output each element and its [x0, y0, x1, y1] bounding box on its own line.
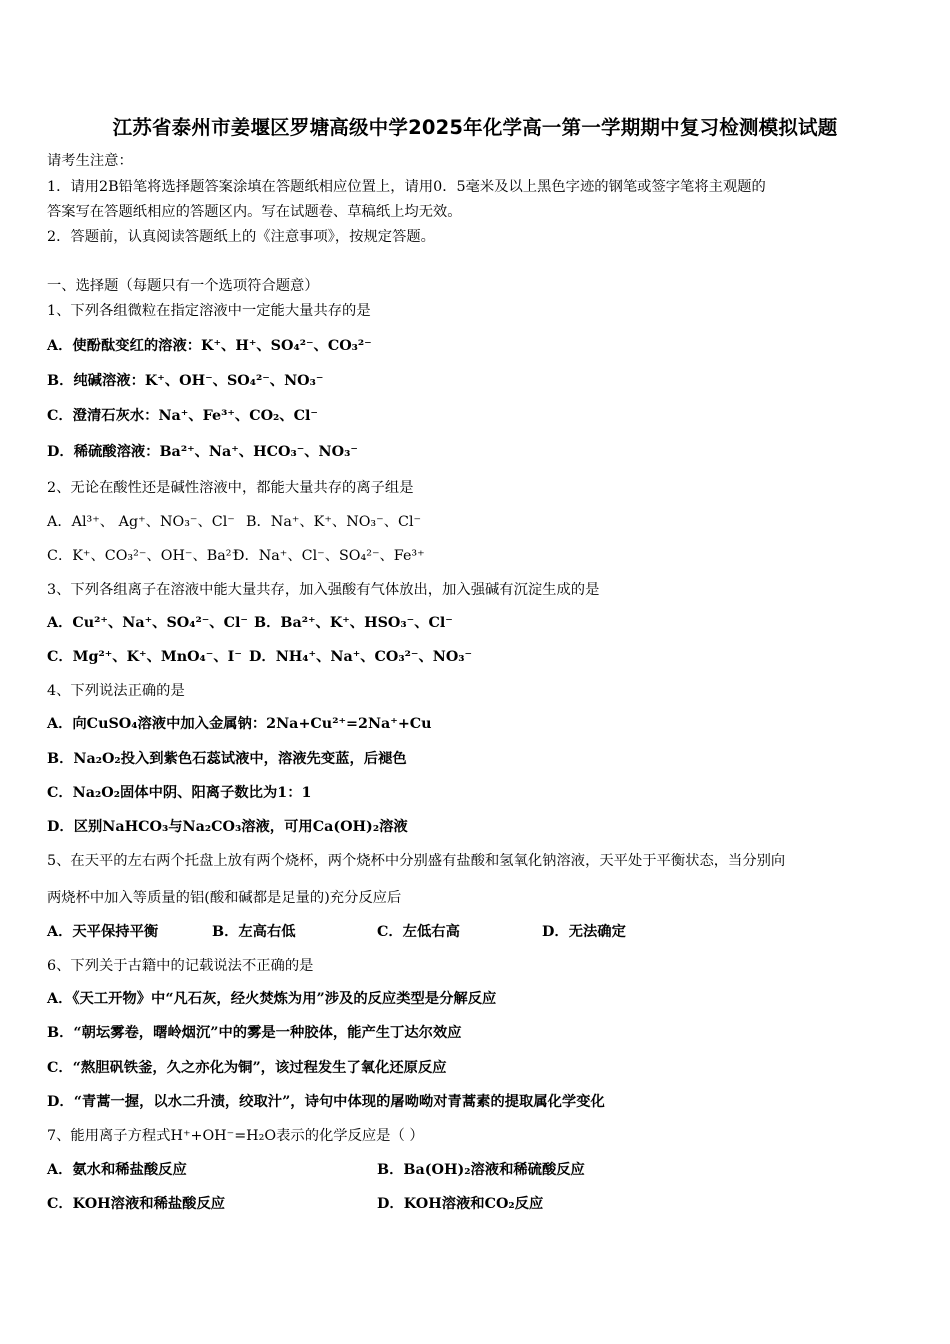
question-5-option-d[interactable]: D．无法确定 — [542, 924, 626, 940]
question-7-stem: 7、能用离子方程式H⁺+OH⁻=H₂O表示的化学反应是（ ） — [47, 1128, 424, 1144]
notice-heading: 请考生注意： — [47, 153, 133, 169]
question-7-option-a[interactable]: A．氨水和稀盐酸反应 — [47, 1162, 187, 1178]
page-title: 江苏省泰州市姜堰区罗塘高级中学2025年化学高一第一学期期中复习检测模拟试题 — [112, 116, 838, 139]
question-6-option-a[interactable]: A．《天工开物》中“凡石灰，经火焚炼为用”涉及的反应类型是分解反应 — [47, 991, 497, 1007]
question-4-option-b[interactable]: B．Na₂O₂投入到紫色石蕊试液中，溶液先变蓝，后褪色 — [47, 751, 407, 767]
question-4-option-a[interactable]: A．向CuSO₄溶液中加入金属钠：2Na+Cu²⁺=2Na⁺+Cu — [47, 716, 432, 732]
question-4-option-c[interactable]: C．Na₂O₂固体中阴、阳离子数比为1：1 — [47, 785, 312, 801]
question-7-option-c[interactable]: C．KOH溶液和稀盐酸反应 — [47, 1196, 226, 1212]
question-5-option-b[interactable]: B．左高右低 — [212, 924, 296, 940]
question-6-option-d[interactable]: D．“青蒿一握，以水二升渍，绞取汁”，诗句中体现的屠呦呦对青蒿素的提取属化学变化 — [47, 1094, 605, 1110]
notice-item-2: 2．答题前，认真阅读答题纸上的《注意事项》，按规定答题。 — [47, 229, 435, 245]
question-2-stem: 2、无论在酸性还是碱性溶液中，都能大量共存的离子组是 — [47, 480, 414, 496]
question-3-option-a[interactable]: A．Cu²⁺、Na⁺、SO₄²⁻、Cl⁻ — [47, 615, 248, 631]
question-6-option-b[interactable]: B．“朝坛雾卷，曙岭烟沉”中的雾是一种胶体，能产生丁达尔效应 — [47, 1025, 462, 1041]
question-4-stem: 4、下列说法正确的是 — [47, 683, 185, 699]
question-5-option-c[interactable]: C．左低右高 — [377, 924, 460, 940]
question-6-option-c[interactable]: C．“熬胆矾铁釜，久之亦化为铜”，该过程发生了氧化还原反应 — [47, 1060, 447, 1076]
question-1-stem: 1、下列各组微粒在指定溶液中一定能大量共存的是 — [47, 303, 371, 319]
question-6-stem: 6、下列关于古籍中的记载说法不正确的是 — [47, 958, 314, 974]
question-5-option-a[interactable]: A．天平保持平衡 — [47, 924, 159, 940]
question-2-option-d[interactable]: D．Na⁺、Cl⁻、SO₄²⁻、Fe³⁺ — [233, 548, 425, 564]
notice-item-1: 1．请用2B铅笔将选择题答案涂填在答题纸相应位置上，请用0．5毫米及以上黑色字迹的钢笔或签字笔将主观题的 — [47, 179, 766, 195]
question-3-option-b[interactable]: B．Ba²⁺、K⁺、HSO₃⁻、Cl⁻ — [254, 615, 453, 631]
question-1-option-b[interactable]: B．纯碱溶液：K⁺、OH⁻、SO₄²⁻、NO₃⁻ — [47, 373, 324, 389]
question-3-stem: 3、下列各组离子在溶液中能大量共存，加入强酸有气体放出，加入强碱有沉淀生成的是 — [47, 582, 600, 598]
question-5-stem: 5、在天平的左右两个托盘上放有两个烧杯，两个烧杯中分别盛有盐酸和氢氧化钠溶液，天平处于平衡状态，当分别向 — [47, 853, 786, 869]
question-3-option-d[interactable]: D．NH₄⁺、Na⁺、CO₃²⁻、NO₃⁻ — [249, 649, 473, 665]
question-4-option-d[interactable]: D．区别NaHCO₃与Na₂CO₃溶液，可用Ca(OH)₂溶液 — [47, 819, 408, 835]
question-2-option-b[interactable]: B．Na⁺、K⁺、NO₃⁻、Cl⁻ — [246, 514, 422, 530]
question-1-option-c[interactable]: C．澄清石灰水：Na⁺、Fe³⁺、CO₂、Cl⁻ — [47, 408, 318, 424]
question-2-option-a[interactable]: A．Al³⁺、 Ag⁺、NO₃⁻、Cl⁻ — [47, 514, 235, 530]
section-heading: 一、选择题（每题只有一个选项符合题意） — [47, 278, 319, 294]
question-3-option-c[interactable]: C．Mg²⁺、K⁺、MnO₄⁻、I⁻ — [47, 649, 242, 665]
question-1-option-d[interactable]: D．稀硫酸溶液：Ba²⁺、Na⁺、HCO₃⁻、NO₃⁻ — [47, 444, 358, 460]
question-7-option-d[interactable]: D．KOH溶液和CO₂反应 — [377, 1196, 544, 1212]
question-2-option-c[interactable]: C．K⁺、CO₃²⁻、OH⁻、Ba²⁺ — [47, 548, 240, 564]
question-1-option-a[interactable]: A．使酚酞变红的溶液：K⁺、H⁺、SO₄²⁻、CO₃²⁻ — [47, 338, 372, 354]
question-7-option-b[interactable]: B．Ba(OH)₂溶液和稀硫酸反应 — [377, 1162, 585, 1178]
notice-item-1-cont: 答案写在答题纸相应的答题区内。写在试题卷、草稿纸上均无效。 — [47, 204, 462, 220]
question-5-stem-cont: 两烧杯中加入等质量的铝(酸和碱都是足量的)充分反应后 — [47, 890, 402, 906]
